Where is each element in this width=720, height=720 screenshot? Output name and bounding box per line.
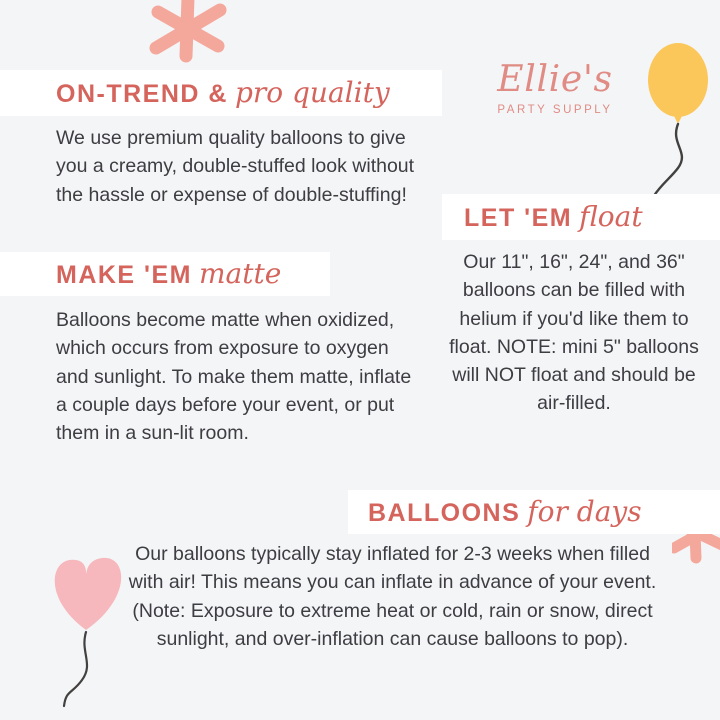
brand-logo (470, 59, 640, 116)
section-body-1: We use premium quality balloons to give you a creamy, double-stuffed look without the hassle or expense of double-stuffing! (56, 127, 415, 206)
heading-caps-1: ON-TREND & (56, 80, 228, 108)
heading-caps-4: BALLOONS (368, 499, 521, 527)
heading-script-4: for days (527, 495, 642, 528)
section-body-4: Our balloons typically stay inflated for 2-3 weeks when filled with air! This means you can inflate in advance of your event. (Note: Exposure to extreme heat or cold, rain or snow, direct sunlight, and over-inflation can cause balloons to pop). (128, 543, 657, 650)
section-heading-banner-1 (0, 70, 442, 116)
heading-script-2: matte (199, 257, 282, 290)
section-heading-banner-2 (0, 252, 330, 296)
heading-caps-2: MAKE 'EM (56, 261, 192, 289)
section-body-3: Our 11", 16", 24", and 36" balloons can be filled with helium if you'd like them to float. NOTE: mini 5" balloons will NOT float and should be air-filled. (449, 251, 699, 415)
brand-tagline: PARTY SUPPLY (497, 104, 613, 116)
section-body-2: Balloons become matte when oxidized, which occurs from exposure to oxygen and sunlight. To make them matte, inflate a couple days before your event, or put them in a sun-lit room. (56, 309, 412, 445)
brand-name: Ellie's (497, 59, 613, 100)
heading-caps-3: LET 'EM (464, 204, 573, 232)
section-heading-banner-4 (348, 490, 720, 534)
heading-script-1: pro quality (234, 76, 390, 109)
asterisk-icon (142, 0, 234, 71)
heading-script-3: float (579, 200, 643, 233)
section-heading-banner-3 (442, 194, 720, 240)
